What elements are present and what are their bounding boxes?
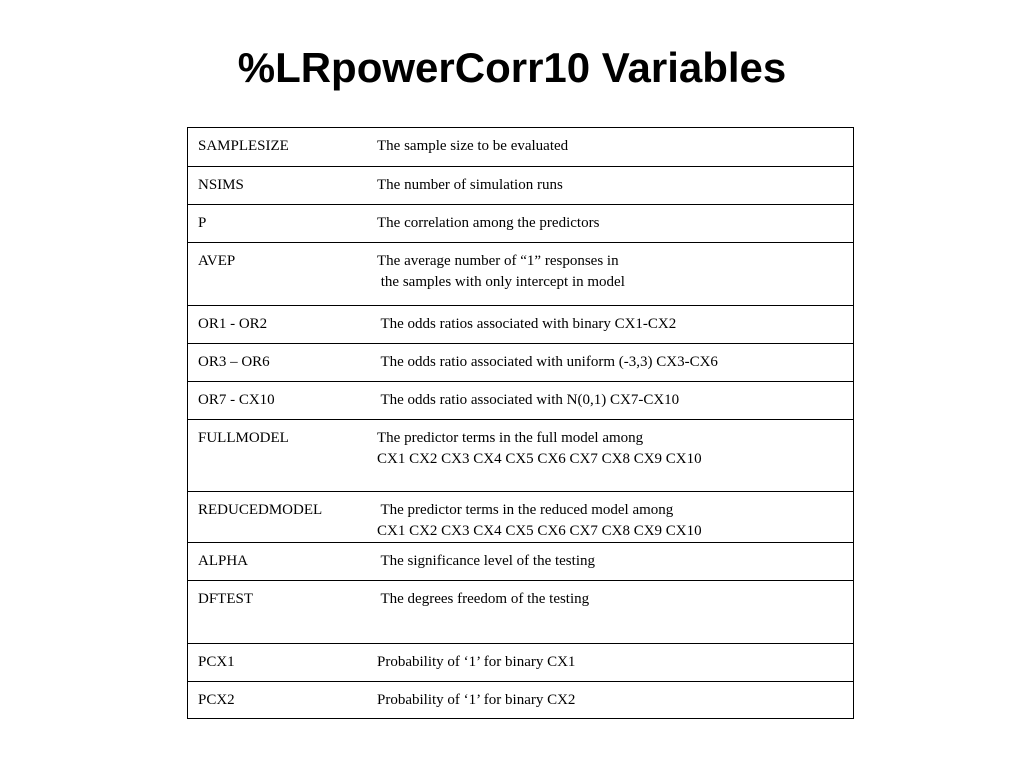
- variable-description: Probability of ‘1’ for binary CX1: [377, 654, 576, 670]
- variable-name: SAMPLESIZE: [198, 138, 289, 154]
- table-row: [188, 166, 853, 204]
- variable-description: The odds ratio associated with uniform (-3,3) CX3-CX6: [377, 354, 718, 370]
- variable-name: P: [198, 215, 207, 231]
- variable-description: The correlation among the predictors: [377, 215, 600, 231]
- variable-description: The predictor terms in the reduced model among CX1 CX2 CX3 CX4 CX5 CX6 CX7 CX8 CX9 CX10: [377, 502, 702, 539]
- variable-name: OR1 - OR2: [198, 316, 268, 332]
- variable-description: Probability of ‘1’ for binary CX2: [377, 692, 576, 708]
- variable-description: The odds ratio associated with N(0,1) CX7-CX10: [377, 392, 680, 408]
- table-row: [188, 381, 853, 419]
- table-row: [188, 643, 853, 681]
- variable-name: ALPHA: [198, 553, 249, 569]
- variable-description: The sample size to be evaluated: [377, 138, 569, 154]
- variable-name: AVEP: [198, 253, 236, 269]
- table-row: [188, 343, 853, 381]
- table-row: [188, 204, 853, 242]
- variable-name: PCX2: [198, 692, 235, 708]
- variable-description: The average number of “1” responses in the samples with only intercept in model: [377, 253, 625, 290]
- variable-description: The predictor terms in the full model among CX1 CX2 CX3 CX4 CX5 CX6 CX7 CX8 CX9 CX10: [377, 430, 702, 467]
- table-row: [188, 681, 853, 718]
- variable-name: DFTEST: [198, 591, 254, 607]
- variable-name: FULLMODEL: [198, 430, 289, 446]
- variable-description: The significance level of the testing: [377, 553, 595, 569]
- table-row: [188, 305, 853, 343]
- variable-name: PCX1: [198, 654, 235, 670]
- table-row: [188, 580, 853, 643]
- table-row: [188, 491, 853, 542]
- variable-name: REDUCEDMODEL: [198, 502, 323, 518]
- variable-name: NSIMS: [198, 177, 244, 193]
- table-row: [188, 419, 853, 491]
- table-row: [188, 542, 853, 580]
- variable-name: OR7 - CX10: [198, 392, 275, 408]
- variable-description: The degrees freedom of the testing: [377, 591, 590, 607]
- variable-description: The odds ratios associated with binary CX1-CX2: [377, 316, 677, 332]
- variable-description: The number of simulation runs: [377, 177, 563, 193]
- table-row: [188, 128, 853, 166]
- table-row: [188, 242, 853, 305]
- slide-title: %LRpowerCorr10 Variables: [237, 44, 787, 91]
- variable-name: OR3 – OR6: [198, 354, 270, 370]
- variables-table: [187, 127, 854, 719]
